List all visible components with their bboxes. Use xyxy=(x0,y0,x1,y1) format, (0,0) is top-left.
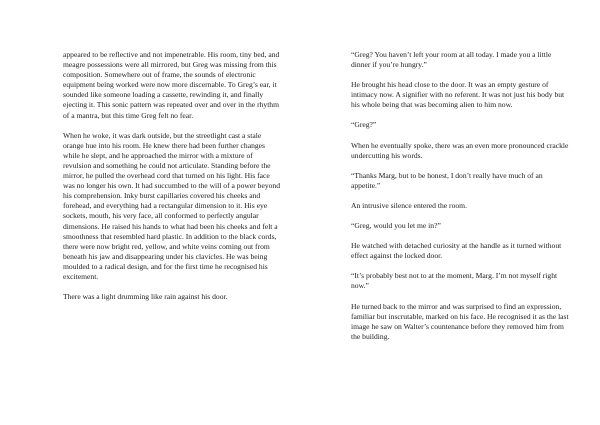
right-paragraph-2: He brought his head close to the door. It was an empty gesture of intimacy now. A signifier with no referent. It was not just his body but his whole being that was becoming alien to him now. xyxy=(351,80,565,110)
right-paragraph-10: He turned back to the mirror and was surprised to find an expression, familiar but inscrutable, marked on his face. He recognised it as the last image he saw on Walter’s countenance before they removed him from the building. xyxy=(351,301,569,341)
left-paragraph-1: appeared to be reflective and not impenetrable. His room, tiny bed, and meagre possessions were all mirrored, but Greg was missing from this composition. Somewhere out of frame, the sounds of electronic equipment being worked were now more discernable. To Greg’s ear, it sounded like someone loading a cassette, rewinding it, and finally ejecting it. This sonic pattern was repeated over and over in the rhythm of a mantra, but this time Greg felt no fear. xyxy=(63,50,280,120)
left-paragraph-2: When he woke, it was dark outside, but the streetlight cast a stale orange hue into his room. He knew there had been further changes while he slept, and he approached the mirror with a mixture of revulsion and something he could not articulate. Standing before the mirror, he pulled the overhead cord that turned on his light. His face was no longer his own. It had succumbed to the will of a power beyond his comprehension. Inky burst capillaries covered his cheeks and forehead, and everything had a rectangular dimension to it. His eye sockets, mouth, his very face, all conformed to perfectly angular dimensions. He raised his hands to what had been his cheeks and felt a smoothness that resembled hard plastic. In addition to the black cords, there were now bright red, yellow, and white veins coming out from beneath his jaw and disappearing under his clavicles. He was being moulded to a radical design, and for the first time he recognised his excitement. xyxy=(63,130,281,281)
right-paragraph-9: “It’s probably best not to at the moment, Marg. I’m not myself right now.” xyxy=(351,271,558,291)
right-paragraph-6: An intrusive silence entered the room. xyxy=(351,200,467,210)
right-paragraph-3: “Greg?” xyxy=(351,120,377,130)
right-paragraph-7: “Greg, would you let me in?” xyxy=(351,221,441,231)
left-page xyxy=(63,50,281,312)
right-paragraph-8: He watched with detached curiosity at the handle as it turned without effect against the locked door. xyxy=(351,241,562,261)
right-paragraph-1: “Greg? You haven’t left your room at all today. I made you a little dinner if you’re hungry.” xyxy=(351,50,552,70)
right-paragraph-4: When he eventually spoke, there was an even more pronounced crackle undercutting his words. xyxy=(351,140,569,160)
right-paragraph-5: “Thanks Marg, but to be honest, I don’t really have much of an appetite.” xyxy=(351,170,543,190)
right-page xyxy=(351,50,571,352)
left-paragraph-3: There was a light drumming like rain against his door. xyxy=(63,292,228,302)
